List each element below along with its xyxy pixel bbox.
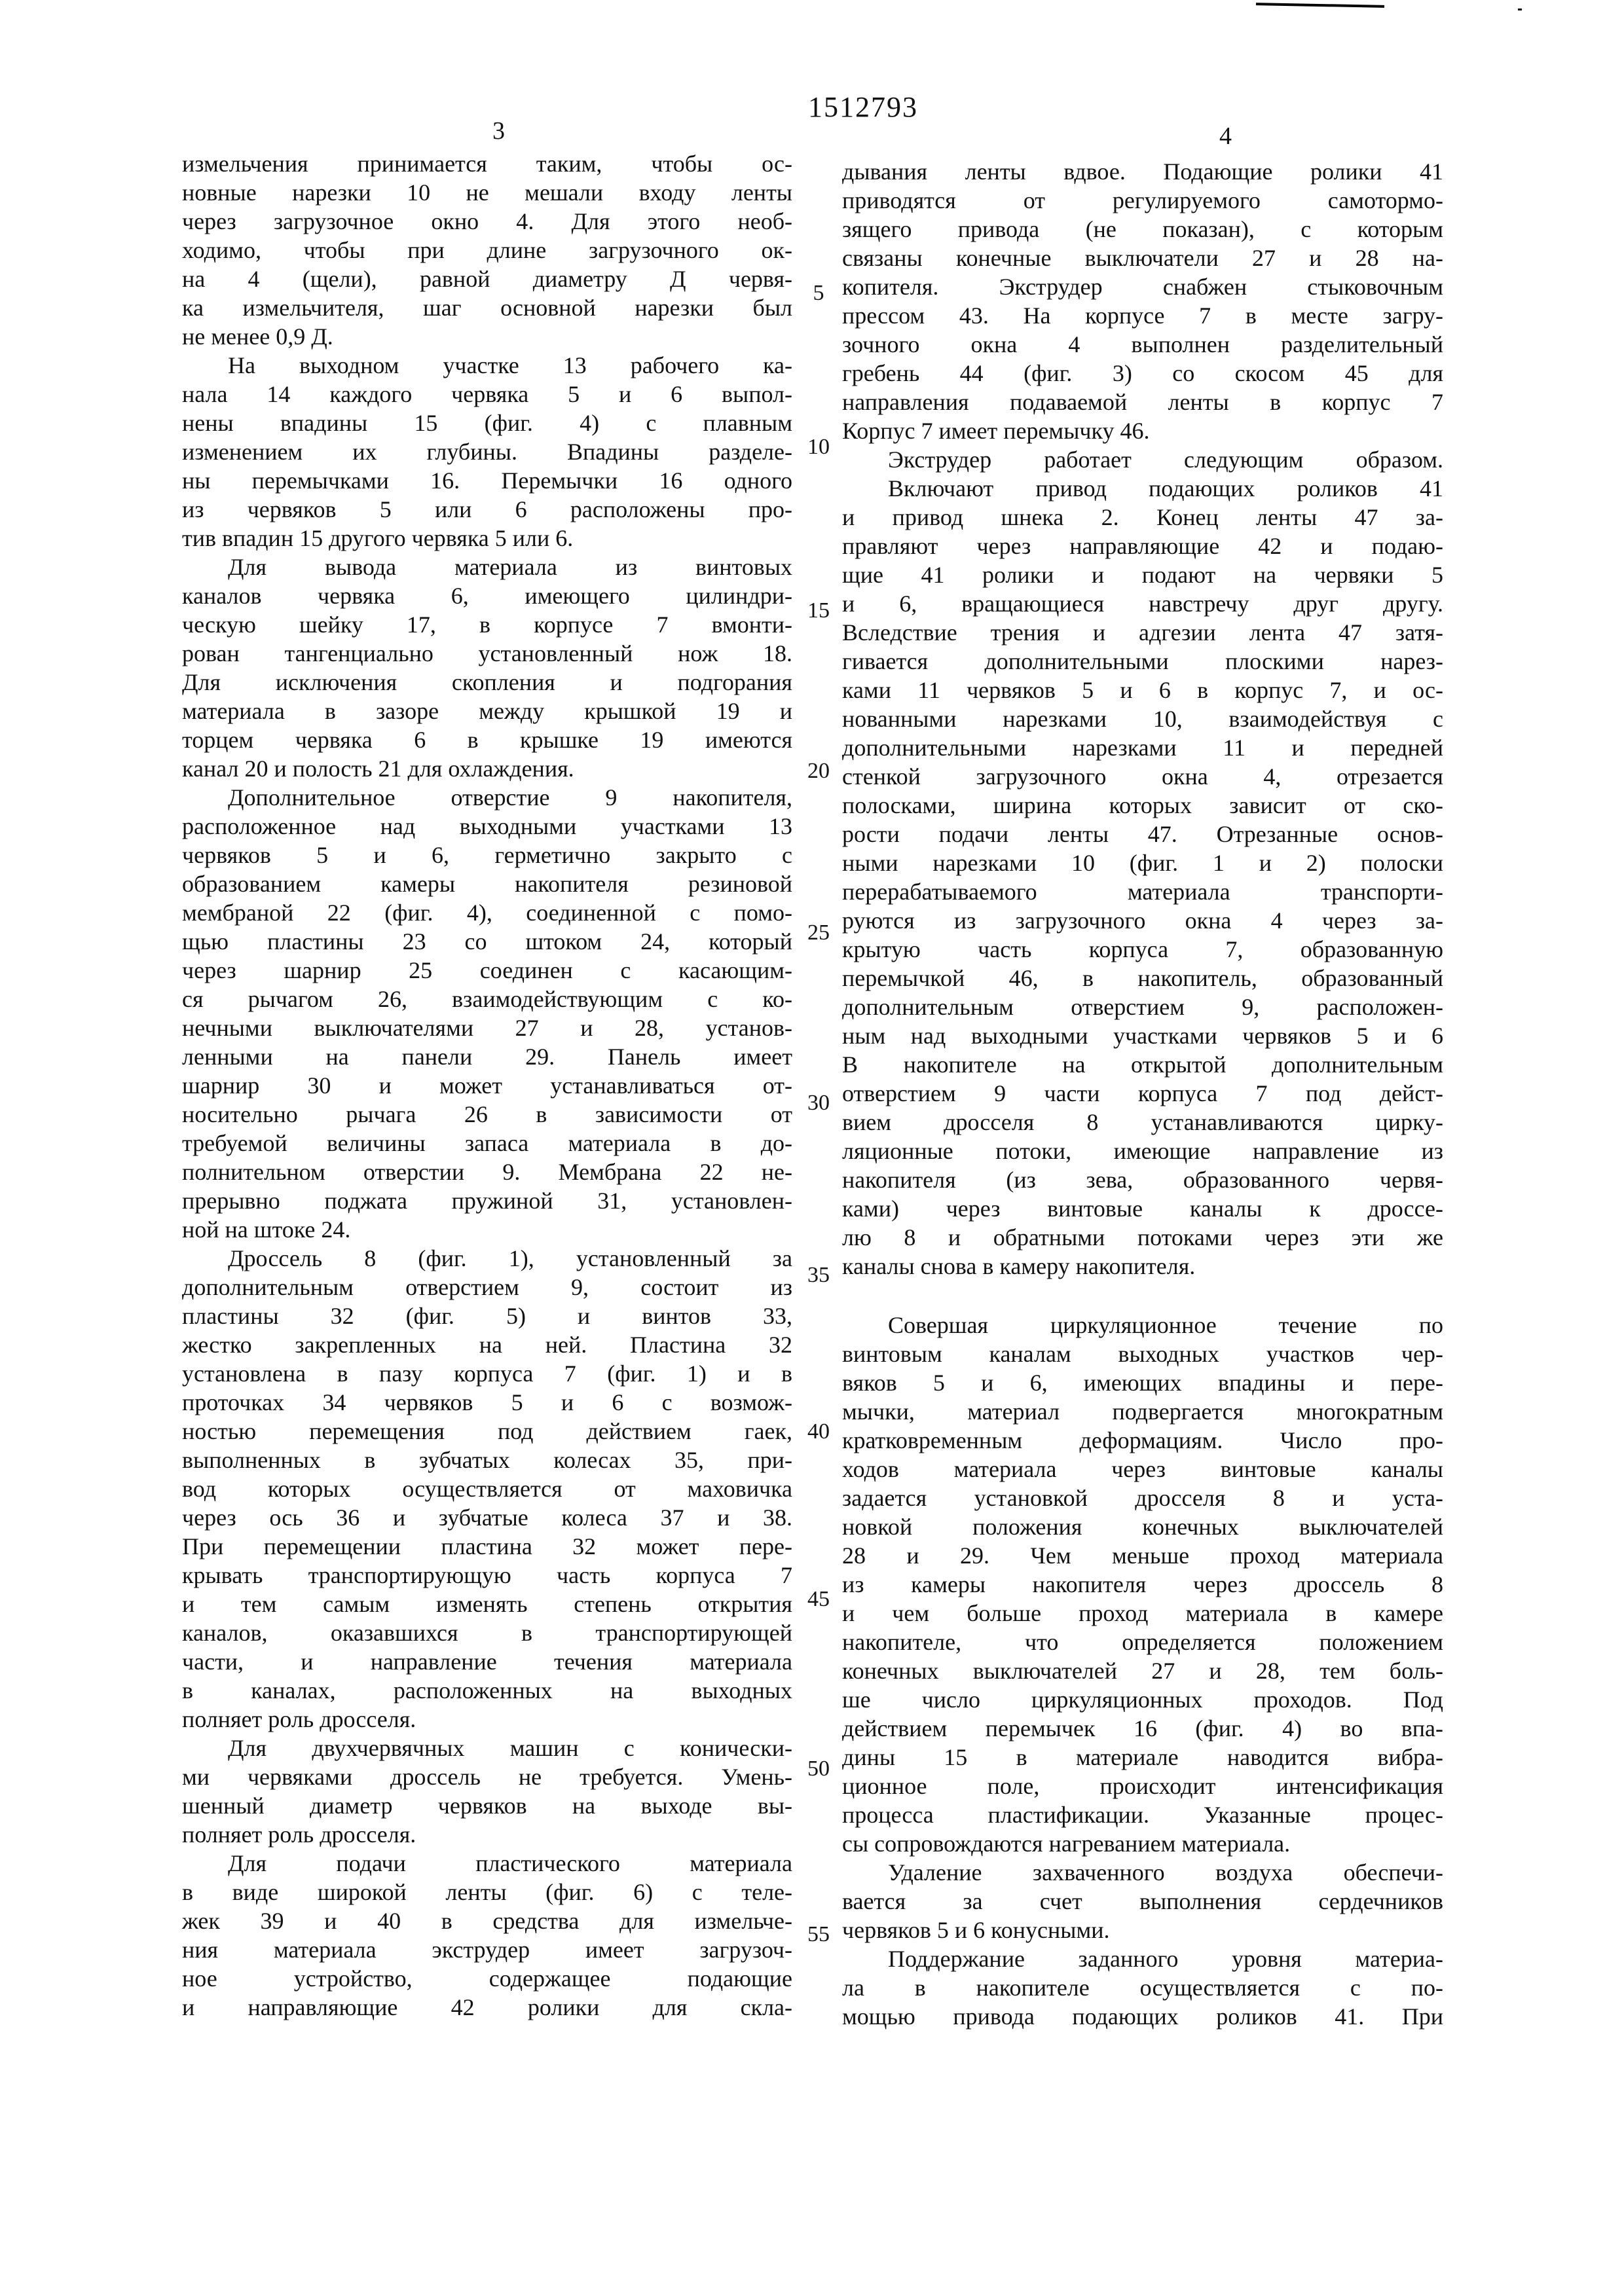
text-line: через ось 36 и зубчатые колеса 37 и 38. bbox=[182, 1504, 792, 1531]
text-line: руются из загрузочного окна 4 через за- bbox=[842, 907, 1443, 934]
text-line: ной на штоке 24. bbox=[182, 1216, 351, 1243]
text-line: винтовым каналам выходных участков чер- bbox=[842, 1341, 1443, 1367]
text-line: торцем червяка 6 в крышке 19 имеются bbox=[182, 727, 792, 753]
text-line: Экструдер работает следующим образом. bbox=[888, 446, 1443, 473]
text-line: копителя. Экструдер снабжен стыковочным bbox=[842, 274, 1443, 300]
text-line: установлена в пазу корпуса 7 (фиг. 1) и в bbox=[182, 1360, 792, 1387]
text-line: направления подаваемой ленты в корпус 7 bbox=[842, 389, 1443, 415]
line-number: 50 bbox=[807, 1757, 830, 1781]
text-line: ше число циркуляционных проходов. Под bbox=[842, 1686, 1443, 1713]
text-line: правляют через направляющие 42 и подаю- bbox=[842, 533, 1443, 559]
line-number: 55 bbox=[807, 1922, 830, 1946]
text-line: дополнительным отверстием 9, состоит из bbox=[182, 1274, 792, 1300]
text-line: проточках 34 червяков 5 и 6 с возмож- bbox=[182, 1389, 792, 1415]
text-line: и чем больше проход материала в камере bbox=[842, 1600, 1443, 1626]
text-line: дополнительными нарезками 11 и передней bbox=[842, 735, 1443, 761]
text-line: из камеры накопителя через дроссель 8 bbox=[842, 1571, 1443, 1597]
text-line: части, и направление течения материала bbox=[182, 1649, 792, 1675]
line-number: 45 bbox=[807, 1587, 830, 1611]
text-line: ным над выходными участками червяков 5 и 6 bbox=[842, 1023, 1443, 1049]
text-line: Совершая циркуляционное течение по bbox=[888, 1312, 1443, 1338]
scan-artifact-line bbox=[1256, 3, 1384, 8]
text-line: требуемой величины запаса материала в до- bbox=[182, 1130, 792, 1156]
text-line: Для исключения скопления и подгорания bbox=[182, 669, 792, 695]
text-line: дывания ленты вдвое. Подающие ролики 41 bbox=[842, 158, 1443, 185]
text-line: ками 11 червяков 5 и 6 в корпус 7, и ос- bbox=[842, 677, 1443, 703]
line-number: 30 bbox=[807, 1091, 830, 1115]
text-line: тив впадин 15 другого червяка 5 или 6. bbox=[182, 525, 574, 551]
text-line: В накопителе на открытой дополнительным bbox=[842, 1051, 1443, 1078]
text-line: отверстием 9 части корпуса 7 под дейст- bbox=[842, 1080, 1443, 1106]
text-line: Удаление захваченного воздуха обеспечи- bbox=[888, 1859, 1443, 1886]
text-line: каналы снова в камеру накопителя. bbox=[842, 1253, 1196, 1279]
text-line: Дополнительное отверстие 9 накопителя, bbox=[228, 784, 792, 811]
line-number-gutter bbox=[795, 0, 842, 2296]
text-line: действием перемычек 16 (фиг. 4) во впа- bbox=[842, 1715, 1443, 1741]
text-line: нены впадины 15 (фиг. 4) с плавным bbox=[182, 410, 792, 436]
text-line: гребень 44 (фиг. 3) со скосом 45 для bbox=[842, 360, 1443, 386]
text-line: сы сопровождаются нагреванием материала. bbox=[842, 1831, 1291, 1857]
text-line: ходимо, чтобы при длине загрузочного ок- bbox=[182, 237, 792, 263]
text-line: канал 20 и полость 21 для охлаждения. bbox=[182, 756, 574, 782]
text-line: ленными на панели 29. Панель имеет bbox=[182, 1044, 792, 1070]
text-line: Для подачи пластического материала bbox=[228, 1850, 792, 1876]
line-number: 10 bbox=[807, 435, 830, 459]
text-line: мычки, материал подвергается многократным bbox=[842, 1398, 1443, 1425]
text-line: крытую часть корпуса 7, образованную bbox=[842, 936, 1443, 962]
text-line: дополнительным отверстием 9, расположен- bbox=[842, 994, 1443, 1020]
text-line: и тем самым изменять степень открытия bbox=[182, 1591, 792, 1617]
scan-artifact-dot bbox=[1518, 9, 1522, 10]
text-line: шенный диаметр червяков на выходе вы- bbox=[182, 1793, 792, 1819]
text-line: ками) через винтовые каналы к дроссе- bbox=[842, 1195, 1443, 1222]
text-line: в каналах, расположенных на выходных bbox=[182, 1677, 792, 1704]
text-line: ла в накопителе осуществляется с по- bbox=[842, 1975, 1443, 2001]
patent-number: 1512793 bbox=[808, 91, 918, 123]
page-number-right: 4 bbox=[1219, 122, 1232, 150]
text-line: полосками, ширина которых зависит от ско- bbox=[842, 792, 1443, 818]
text-line: червяков 5 и 6 конусными. bbox=[842, 1917, 1110, 1943]
text-line: вается за счет выполнения сердечников bbox=[842, 1888, 1443, 1914]
text-line: зочного окна 4 выполнен разделительный bbox=[842, 331, 1443, 357]
text-line: щью пластины 23 со штоком 24, который bbox=[182, 928, 792, 955]
text-line: и направляющие 42 ролики для скла- bbox=[182, 1994, 792, 2020]
text-line: измельчения принимается таким, чтобы ос- bbox=[182, 151, 792, 177]
text-line: накопителе, что определяется положением bbox=[842, 1629, 1443, 1655]
text-line: через загрузочное окно 4. Для этого необ- bbox=[182, 208, 792, 234]
text-line: связаны конечные выключатели 27 и 28 на- bbox=[842, 245, 1443, 271]
text-line: нечными выключателями 27 и 28, установ- bbox=[182, 1015, 792, 1041]
text-line: ходов материала через винтовые каналы bbox=[842, 1456, 1443, 1482]
text-line: гивается дополнительными плоскими нарез- bbox=[842, 648, 1443, 674]
text-line: червяков 5 и 6, герметично закрыто с bbox=[182, 842, 792, 868]
text-line: не менее 0,9 Д. bbox=[182, 323, 333, 350]
page-number-left: 3 bbox=[492, 117, 505, 145]
text-column-right bbox=[842, 157, 1443, 2031]
text-line: пластины 32 (фиг. 5) и винтов 33, bbox=[182, 1303, 792, 1329]
line-number: 25 bbox=[807, 920, 830, 945]
text-line: кратковременным деформациям. Число про- bbox=[842, 1427, 1443, 1453]
text-line: накопителя (из зева, образованного червя- bbox=[842, 1167, 1443, 1193]
text-line: вяков 5 и 6, имеющих впадины и пере- bbox=[842, 1370, 1443, 1396]
text-line: жек 39 и 40 в средства для измельче- bbox=[182, 1908, 792, 1934]
line-number: 20 bbox=[807, 759, 830, 783]
text-line: вод которых осуществляется от маховичка bbox=[182, 1476, 792, 1502]
text-line: носительно рычага 26 в зависимости от bbox=[182, 1101, 792, 1127]
text-line: и привод шнека 2. Конец ленты 47 за- bbox=[842, 504, 1443, 530]
line-number: 15 bbox=[807, 598, 830, 623]
text-line: через шарнир 25 соединен с касающим- bbox=[182, 957, 792, 983]
text-line: При перемещении пластина 32 может пере- bbox=[182, 1533, 792, 1559]
text-line: крывать транспортирующую часть корпуса 7 bbox=[182, 1562, 792, 1588]
text-line: стенкой загрузочного окна 4, отрезается bbox=[842, 763, 1443, 790]
text-column-left bbox=[182, 149, 792, 2022]
text-line: Корпус 7 имеет перемычку 46. bbox=[842, 418, 1150, 444]
text-line: новкой положения конечных выключателей bbox=[842, 1514, 1443, 1540]
text-line: зящего привода (не показан), с которым bbox=[842, 216, 1443, 242]
text-line: из червяков 5 или 6 расположены про- bbox=[182, 496, 792, 522]
text-line: каналов, оказавшихся в транспортирующей bbox=[182, 1620, 792, 1646]
text-line: в виде широкой ленты (фиг. 6) с теле- bbox=[182, 1879, 792, 1905]
text-line: Вследствие трения и адгезии лента 47 затя- bbox=[842, 619, 1443, 646]
text-line: нала 14 каждого червяка 5 и 6 выпол- bbox=[182, 381, 792, 407]
text-line: шарнир 30 и может устанавливаться от- bbox=[182, 1072, 792, 1099]
text-line: расположенное над выходными участками 13 bbox=[182, 813, 792, 839]
text-line: и 6, вращающиеся навстречу друг другу. bbox=[842, 591, 1443, 617]
text-line: полняет роль дросселя. bbox=[182, 1821, 416, 1848]
text-line: ное устройство, содержащее подающие bbox=[182, 1965, 792, 1992]
text-line: ционное поле, происходит интенсификация bbox=[842, 1773, 1443, 1799]
text-line: перемычкой 46, в накопитель, образованный bbox=[842, 965, 1443, 991]
text-line: мощью привода подающих роликов 41. При bbox=[842, 2003, 1443, 2030]
text-line: Для двухчервячных машин с конически- bbox=[228, 1735, 792, 1761]
text-line: на 4 (щели), равной диаметру Д червя- bbox=[182, 266, 792, 292]
text-line: ны перемычками 16. Перемычки 16 одного bbox=[182, 467, 792, 494]
text-line: лю 8 и обратными потоками через эти же bbox=[842, 1224, 1443, 1250]
text-line: полняет роль дросселя. bbox=[182, 1706, 416, 1732]
text-line: ка измельчителя, шаг основной нарезки был bbox=[182, 295, 792, 321]
text-line: выполненных в зубчатых колесах 35, при- bbox=[182, 1447, 792, 1473]
text-line: Для вывода материала из винтовых bbox=[228, 554, 792, 580]
text-line: образованием камеры накопителя резиновой bbox=[182, 871, 792, 897]
text-line: вием дросселя 8 устанавливаются цирку- bbox=[842, 1109, 1443, 1135]
text-line: прессом 43. На корпусе 7 в месте загру- bbox=[842, 302, 1443, 329]
text-line: изменением их глубины. Впадины разделе- bbox=[182, 439, 792, 465]
text-line: конечных выключателей 27 и 28, тем боль- bbox=[842, 1658, 1443, 1684]
text-line: приводятся от регулируемого самотормо- bbox=[842, 187, 1443, 213]
text-line: задается установкой дросселя 8 и уста- bbox=[842, 1485, 1443, 1511]
text-line: Дроссель 8 (фиг. 1), установленный за bbox=[228, 1245, 792, 1271]
text-line: мембраной 22 (фиг. 4), соединенной с помо- bbox=[182, 900, 792, 926]
text-line: полнительном отверстии 9. Мембрана 22 не- bbox=[182, 1159, 792, 1185]
text-line: ми червяками дроссель не требуется. Умень- bbox=[182, 1764, 792, 1790]
text-line: 28 и 29. Чем меньше проход материала bbox=[842, 1542, 1443, 1569]
text-line: Поддержание заданного уровня материа- bbox=[888, 1946, 1443, 1972]
text-line: процесса пластификации. Указанные процес- bbox=[842, 1802, 1443, 1828]
text-line: рован тангенциально установленный нож 18. bbox=[182, 640, 792, 666]
line-number: 5 bbox=[813, 281, 824, 305]
text-line: жестко закрепленных на ней. Пластина 32 bbox=[182, 1332, 792, 1358]
text-line: дины 15 в материале наводится вибра- bbox=[842, 1744, 1443, 1770]
text-line: ческую шейку 17, в корпусе 7 вмонти- bbox=[182, 611, 792, 638]
line-number: 40 bbox=[807, 1419, 830, 1444]
text-line: прерывно поджата пружиной 31, установлен- bbox=[182, 1188, 792, 1214]
text-line: перерабатываемого материала транспорти- bbox=[842, 879, 1443, 905]
text-line: щие 41 ролики и подают на червяки 5 bbox=[842, 562, 1443, 588]
text-line: ния материала экструдер имеет загрузоч- bbox=[182, 1937, 792, 1963]
text-line: каналов червяка 6, имеющего цилиндри- bbox=[182, 583, 792, 609]
text-line: материала в зазоре между крышкой 19 и bbox=[182, 698, 792, 724]
text-line: нованными нарезками 10, взаимодействуя с bbox=[842, 706, 1443, 732]
text-line: ся рычагом 26, взаимодействующим с ко- bbox=[182, 986, 792, 1012]
text-line: новные нарезки 10 не мешали входу ленты bbox=[182, 179, 792, 206]
text-line: ляционные потоки, имеющие направление из bbox=[842, 1138, 1443, 1164]
text-line: рости подачи ленты 47. Отрезанные основ- bbox=[842, 821, 1443, 847]
text-line: ными нарезками 10 (фиг. 1 и 2) полоски bbox=[842, 850, 1443, 876]
line-number: 35 bbox=[807, 1263, 830, 1287]
text-line: ностью перемещения под действием гаек, bbox=[182, 1418, 792, 1444]
text-line: Включают привод подающих роликов 41 bbox=[888, 475, 1443, 501]
text-line: На выходном участке 13 рабочего ка- bbox=[228, 352, 792, 378]
